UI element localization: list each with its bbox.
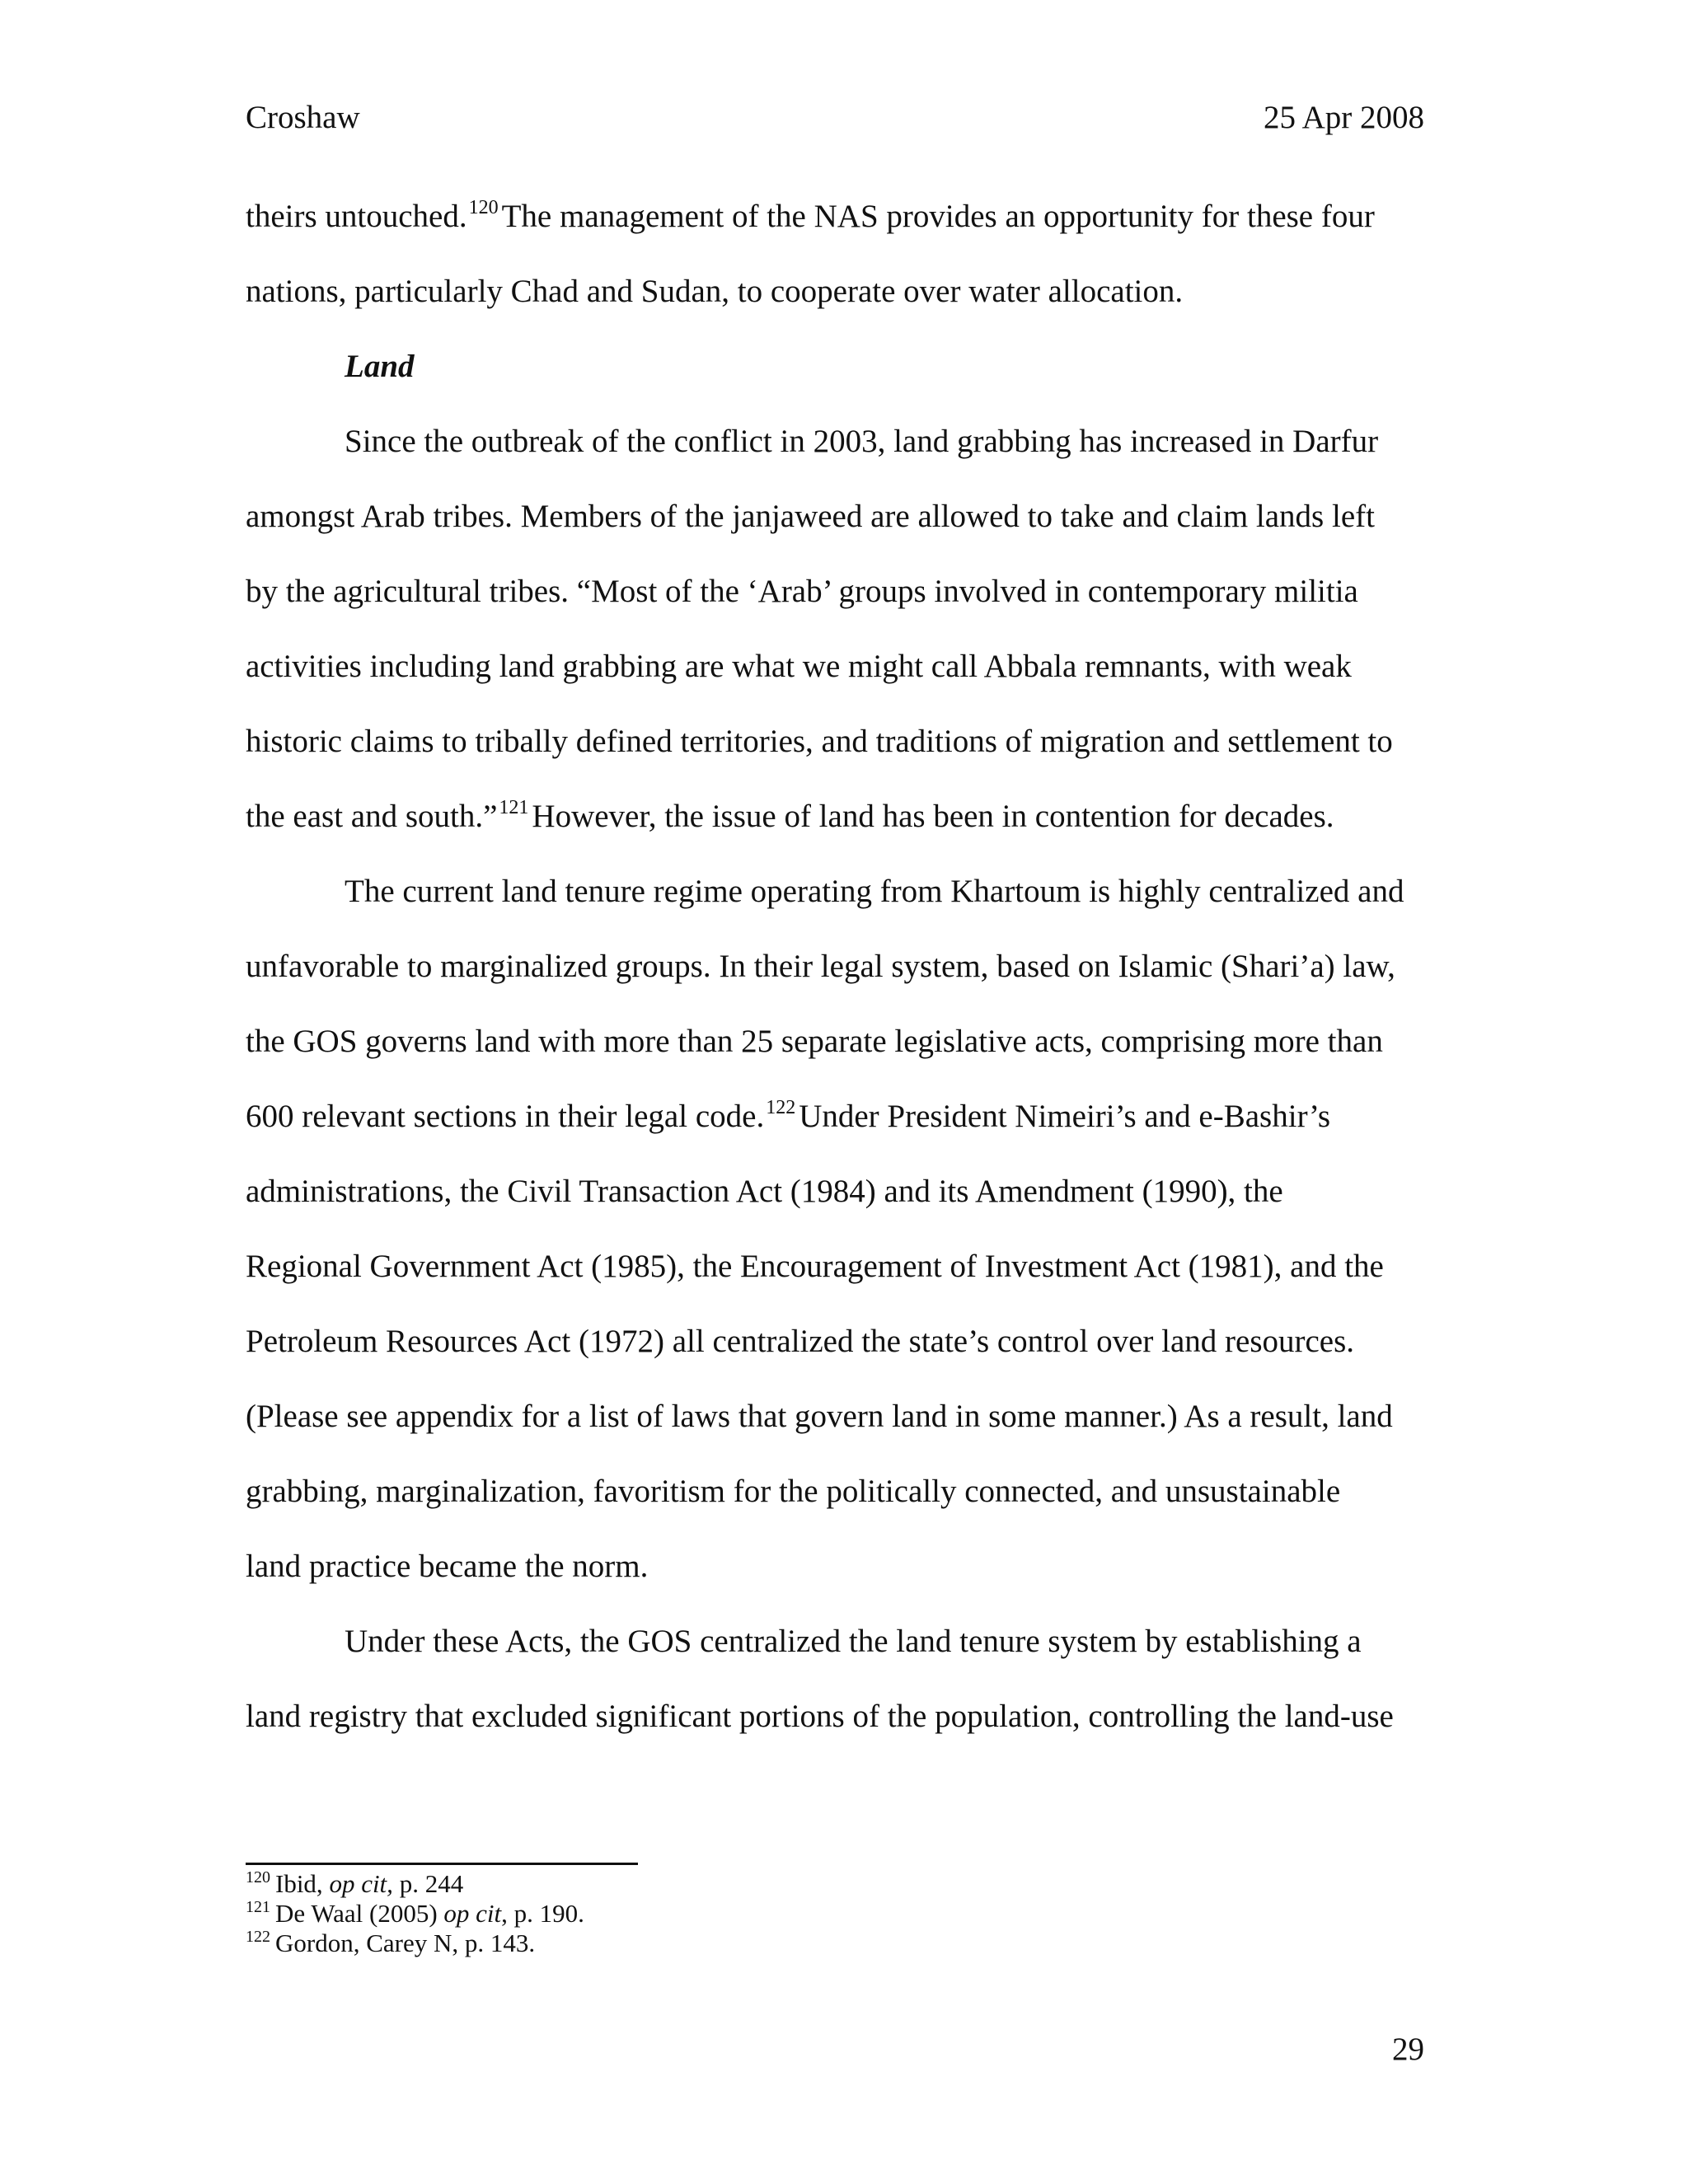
running-header-author: Croshaw — [246, 100, 360, 135]
footnote-ref[interactable]: 122 — [766, 1097, 796, 1118]
section-heading: Land — [345, 349, 415, 384]
footnote: $^{120}$ Ibid, op cit, p. 244 — [246, 1868, 464, 1898]
body-line: Since the outbreak of the conflict in 2003, land grabbing has increased in Darfur — [345, 424, 1379, 459]
body-line: Petroleum Resources Act (1972) all centralized the state’s control over land resources. — [246, 1324, 1355, 1359]
body-line: (Please see appendix for a list of laws that govern land in some manner.) As a result, land — [246, 1399, 1393, 1434]
body-line: grabbing, marginalization, favoritism for the politically connected, and unsustainable — [246, 1474, 1341, 1509]
body-line: nations, particularly Chad and Sudan, to cooperate over water allocation. — [246, 274, 1184, 309]
body-line: activities including land grabbing are what we might call Abbala remnants, with weak — [246, 649, 1352, 684]
body-line: historic claims to tribally defined territories, and traditions of migration and settlement to — [246, 724, 1393, 759]
body-line: administrations, the Civil Transaction Act (1984) and its Amendment (1990), the — [246, 1174, 1283, 1209]
footnote-ref[interactable]: 121 — [499, 797, 529, 818]
footnote: $^{121}$ De Waal (2005) op cit, p. 190. — [246, 1898, 584, 1928]
page-number: 29 — [1392, 2032, 1424, 2067]
body-line: the GOS governs land with more than 25 separate legislative acts, comprising more than — [246, 1024, 1383, 1059]
body-line: Under these Acts, the GOS centralized the land tenure system by establishing a — [345, 1624, 1362, 1659]
body-line: amongst Arab tribes. Members of the janjaweed are allowed to take and claim lands left — [246, 499, 1375, 534]
body-line: Regional Government Act (1985), the Encouragement of Investment Act (1981), and the — [246, 1249, 1384, 1284]
body-line: by the agricultural tribes. “Most of the ‘Arab’ groups involved in contemporary militia — [246, 574, 1358, 609]
body-line: 600 relevant sections in their legal code.$^{122}$ Under President Nimeiri’s and e-Bashir’s — [246, 1097, 1331, 1134]
running-header-date: 25 Apr 2008 — [1264, 100, 1424, 135]
body-line: theirs untouched.$^{120}$ The management of the NAS provides an opportunity for these four — [246, 197, 1375, 234]
footnote: $^{122}$ Gordon, Carey N, p. 143. — [246, 1928, 536, 1957]
body-line: land registry that excluded significant portions of the population, controlling the land-use — [246, 1699, 1394, 1734]
body-line: The current land tenure regime operating from Khartoum is highly centralized and — [345, 874, 1404, 909]
body-line: unfavorable to marginalized groups. In their legal system, based on Islamic (Shari’a) law, — [246, 949, 1395, 984]
footnote-separator — [246, 1863, 638, 1865]
body-line: land practice became the norm. — [246, 1549, 649, 1584]
footnote-ref[interactable]: 120 — [468, 197, 499, 218]
body-line: the east and south.”$^{121}$ However, the issue of land has been in contention for decades. — [246, 797, 1334, 834]
